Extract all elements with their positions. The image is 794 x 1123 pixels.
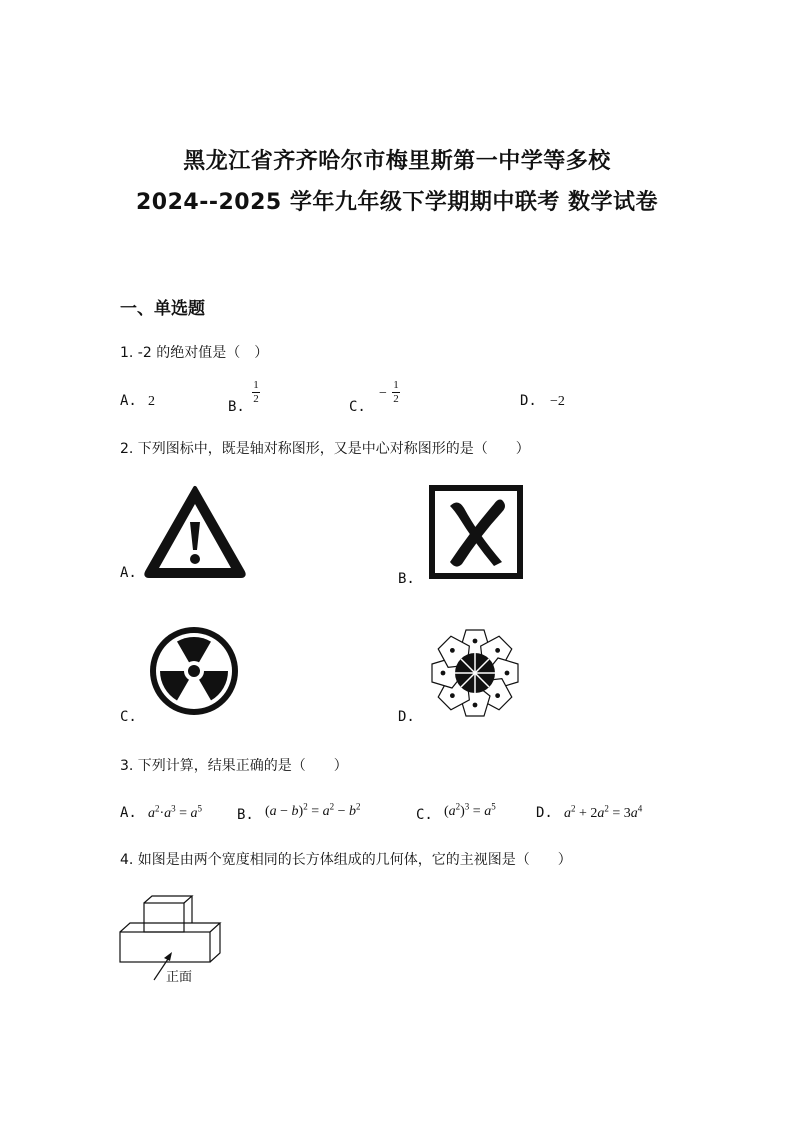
q1-option-b (228, 379, 260, 415)
title-line-2: 2024--2025 学年九年级下学期期中联考 数学试卷 (135, 190, 659, 215)
q1-option-b-denominator: 2 (253, 393, 259, 405)
q3-option-a-label: A. (120, 805, 137, 821)
q1-option-c-sign: − (378, 386, 387, 401)
title-line-1: 黑龙江省齐齐哈尔市梅里斯第一中学等多校 (183, 149, 611, 174)
q3-option-c-expr: $(a^2)^3 = a^5$ (443, 801, 496, 819)
q3-option-d-label: D. (536, 805, 553, 821)
section-title: 一、单选题 (120, 299, 205, 319)
q1-option-d-label: D. (520, 393, 537, 409)
cross-box-icon (428, 484, 524, 580)
q2-option-b-label: B. (398, 571, 415, 587)
question-4-stem: 4. 如图是由两个宽度相同的长方体组成的几何体，它的主视图是（ ） (120, 852, 572, 868)
q1-option-c-numerator: 1 (393, 379, 399, 391)
q1-option-c (349, 379, 400, 415)
q1-option-a (120, 390, 155, 410)
q1-option-d (520, 390, 565, 410)
question-2-stem: 2. 下列图标中，既是轴对称图形，又是中心对称图形的是（ ） (120, 441, 530, 457)
figure-caption: 正面 (166, 969, 193, 984)
q2-option-a-label: A. (120, 565, 137, 581)
q1-option-c-label: C. (349, 399, 366, 415)
q3-option-a (120, 802, 202, 822)
q3-option-d-expr: $a^2 + 2a^2 = 3a^4$ (563, 803, 643, 821)
warning-triangle-icon (142, 484, 248, 580)
q3-option-b-expr: $(a - b)^2 = a^2 - b^2$ (264, 801, 361, 819)
q2-option-c-label: C. (120, 709, 137, 725)
q2-option-d-label: D. (398, 709, 415, 725)
q1-option-b-label: B. (228, 399, 245, 415)
q1-option-a-label: A. (120, 393, 137, 409)
question-3-stem: 3. 下列计算，结果正确的是（ ） (120, 758, 348, 774)
q1-option-b-numerator: 1 (253, 379, 259, 391)
q3-option-d (536, 802, 642, 822)
q3-option-c (416, 800, 496, 823)
question-1-stem: 1. -2 的绝对值是（ ） (120, 345, 269, 361)
radiation-icon (147, 624, 241, 718)
q1-option-b-fraction (252, 380, 260, 405)
q1-option-a-value: 2 (147, 394, 155, 409)
q1-option-d-value: −2 (549, 394, 565, 409)
q3-option-b (237, 800, 361, 823)
q1-option-c-fraction (392, 380, 400, 405)
q3-option-a-expr: $a^2\cdot a^3 = a^5$ (147, 803, 203, 821)
q3-option-b-label: B. (237, 807, 254, 823)
q3-option-c-label: C. (416, 807, 433, 823)
q1-option-c-denominator: 2 (393, 393, 399, 405)
flower-badge-icon (426, 624, 524, 722)
